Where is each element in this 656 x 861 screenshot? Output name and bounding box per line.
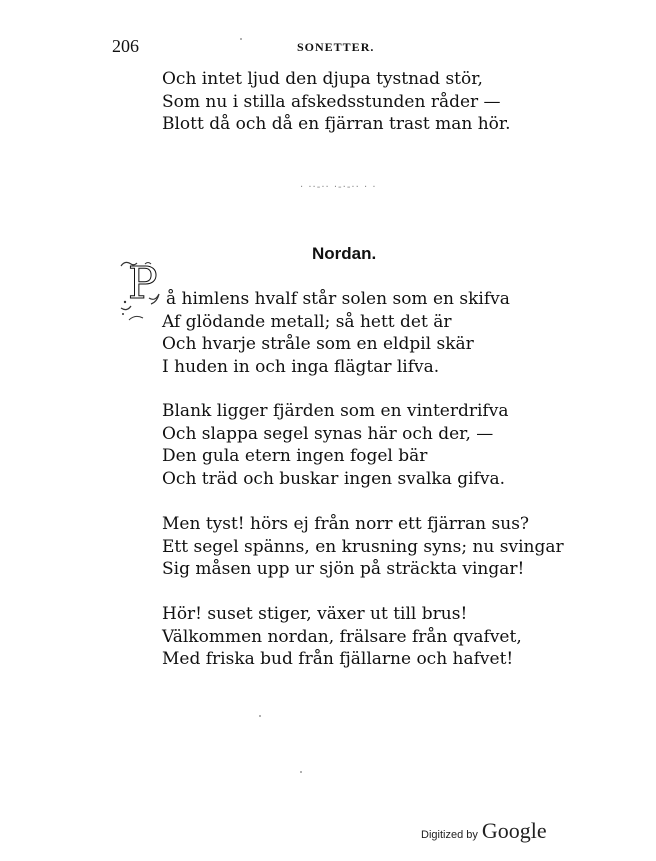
poem-line: Med friska bud från fjällarne och hafvet!	[162, 649, 514, 669]
page-number: 206	[112, 36, 139, 56]
poem-line: Blank ligger fjärden som en vinterdrifva	[162, 401, 509, 421]
digitized-by-google-watermark	[421, 818, 547, 842]
poem-line: Och slappa segel synas här och der, —	[162, 423, 494, 444]
poem-line: Af glödande metall; så hett det är	[162, 311, 452, 332]
poem-line: Blott då och då en fjärran trast man hör.	[162, 114, 511, 134]
digitized-by-label: Digitized by	[421, 829, 478, 841]
running-head: SONETTER.	[297, 40, 375, 54]
google-logo-text: Google	[481, 818, 547, 843]
stanza	[162, 603, 522, 671]
stanza	[162, 513, 564, 581]
poem-title: Nordan.	[312, 244, 377, 263]
ornamental-divider: · ··-·· ·-·-·· · ·	[300, 182, 377, 193]
poem-line: Och intet ljud den djupa tystnad stör,	[162, 69, 483, 89]
stanza	[162, 400, 508, 490]
poem-line: Hör! suset stiger, växer ut till brus!	[162, 604, 468, 624]
poem-line: Och hvarje stråle som en eldpil skär	[162, 334, 474, 354]
poem-line: å himlens hvalf står solen som en skifva	[166, 289, 510, 309]
poem-line: I huden in och inga flägtar lifva.	[162, 356, 440, 377]
previous-poem-ending	[162, 68, 632, 136]
poem-line: Den gula etern ingen fogel bär	[162, 446, 428, 466]
stanza	[162, 288, 510, 378]
poem-line: Välkommen nordan, frälsare från qvafvet,	[162, 626, 522, 647]
print-speck	[240, 38, 242, 40]
poem-line: Men tyst! hörs ej från norr ett fjärran sus?	[162, 514, 530, 534]
poem-line: Och träd och buskar ingen svalka gifva.	[162, 468, 505, 489]
poem-line: Sig måsen upp ur sjön på sträckta vingar!	[162, 559, 525, 579]
drop-cap-letter: P	[128, 258, 158, 309]
poem-line: Ett segel spänns, en krusning syns; nu svingar	[162, 536, 564, 557]
print-speck	[259, 715, 261, 717]
print-speck	[300, 771, 302, 773]
poem-line: Som nu i stilla afskedsstunden råder —	[162, 91, 501, 112]
